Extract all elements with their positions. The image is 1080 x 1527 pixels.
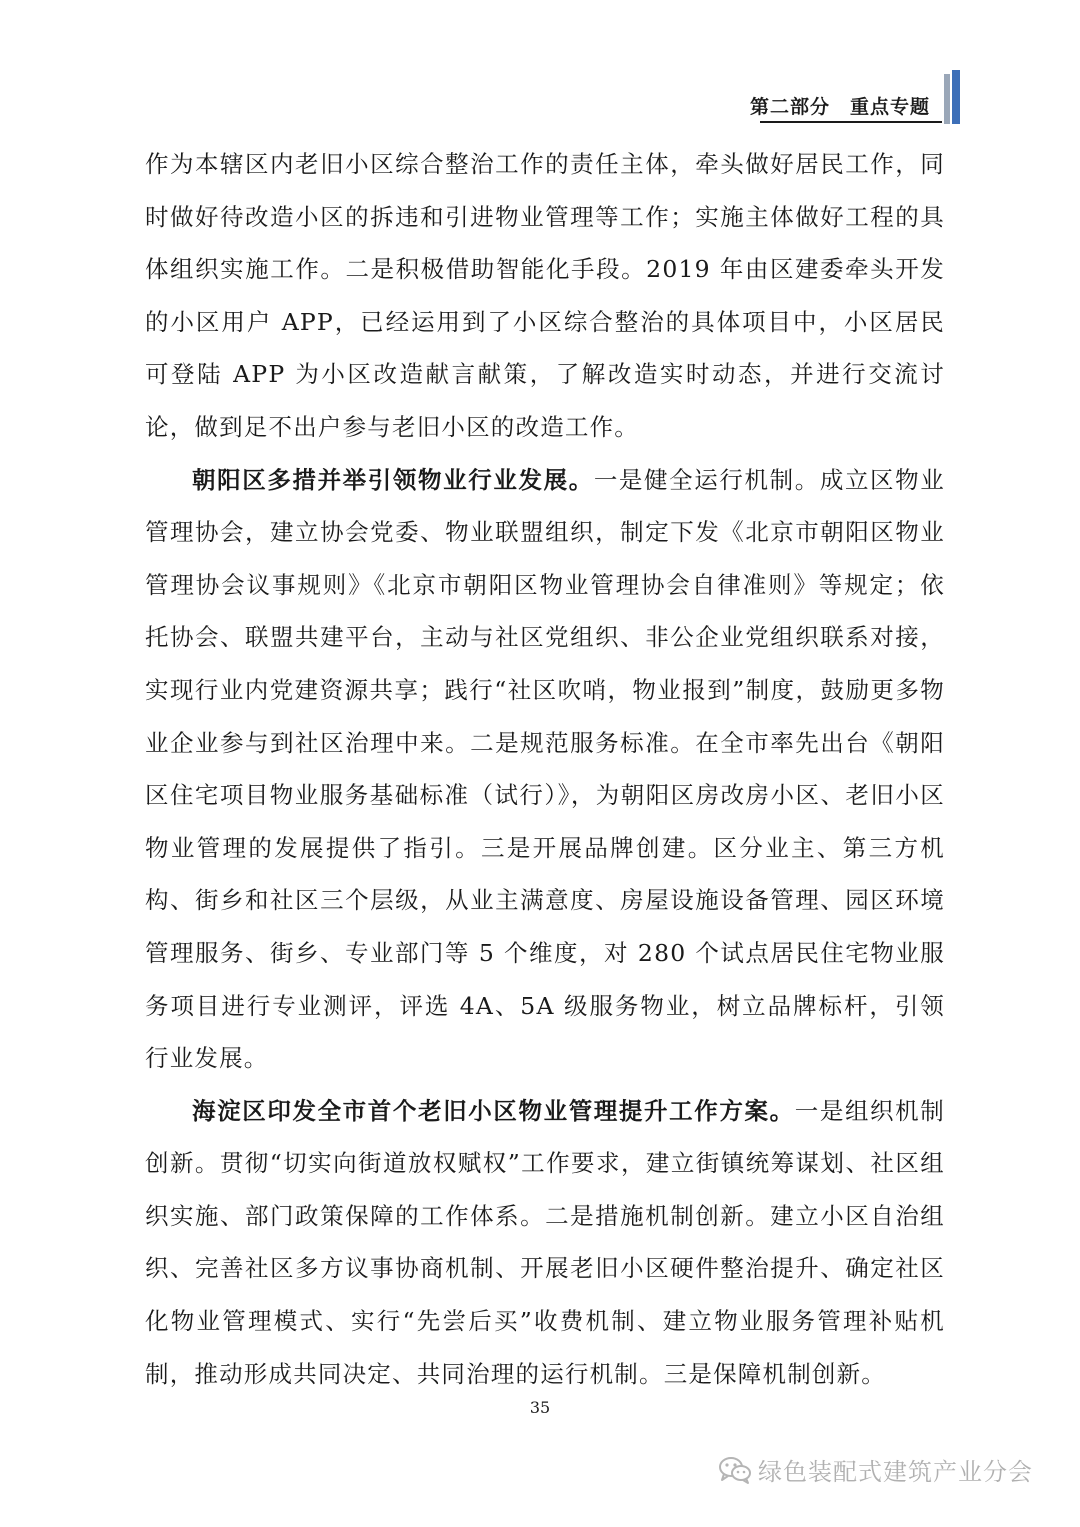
- page-header: [0, 70, 1080, 130]
- header-underline: [760, 121, 942, 123]
- watermark: [718, 1452, 1033, 1487]
- header-accent-bar-gray: [944, 74, 950, 124]
- paragraph-1-text: 作为本辖区内老旧小区综合整治工作的责任主体，牵头做好居民工作，同时做好待改造小区的拆违和引进物业管理等工作；实施主体做好工程的具体组织实施工作。二是积极借助智能化手段。2019 年由区建委牵头开发的小区用户 APP，已经运用到了小区综合整治的具体项目中，小区居民可登陆 APP 为小区改造献言献策，了解改造实时动态，并进行交流讨论，做到足不出户参与老旧小区的改造工作。: [145, 150, 945, 441]
- header-accent-bar-blue: [952, 70, 960, 124]
- paragraph-2-lead: 朝阳区多措并举引领物业行业发展。: [192, 465, 594, 494]
- page-number: 35: [529, 1398, 551, 1417]
- section-title: 第二部分 重点专题: [749, 96, 930, 118]
- paragraph-3-text: 一是组织机制创新。贯彻“切实向街道放权赋权”工作要求，建立街镇统筹谋划、社区组织实施、部门政策保障的工作体系。二是措施机制创新。建立小区自治组织、完善社区多方议事协商机制、开展老旧小区硬件整治提升、确定社区化物业管理模式、实行“先尝后买”收费机制、建立物业服务管理补贴机制，推动形成共同决定、共同治理的运行机制。三是保障机制创新。: [145, 1096, 945, 1388]
- paragraph-1: [145, 138, 945, 454]
- paragraph-3: [145, 1085, 945, 1401]
- paragraph-3-lead: 海淀区印发全市首个老旧小区物业管理提升工作方案。: [192, 1096, 795, 1125]
- paragraph-2-text: 一是健全运行机制。成立区物业管理协会，建立协会党委、物业联盟组织，制定下发《北京市朝阳区物业管理协会议事规则》《北京市朝阳区物业管理协会自律准则》等规定；依托协会、联盟共建平台，主动与社区党组织、非公企业党组织联系对接，实现行业内党建资源共享；践行“社区吹哨，物业报到”制度，鼓励更多物业企业参与到社区治理中来。二是规范服务标准。在全市率先出台《朝阳区住宅项目物业服务基础标准（试行）》，为朝阳区房改房小区、老旧小区物业管理的发展提供了指引。三是开展品牌创建。区分业主、第三方机构、街乡和社区三个层级，从业主满意度、房屋设施设备管理、园区环境管理服务、街乡、专业部门等 5 个维度，对 280 个试点居民住宅物业服务项目进行专业测评，评选 4A、5A 级服务物业，树立品牌标杆，引领行业发展。: [145, 465, 945, 1073]
- paragraph-2: [145, 454, 945, 1085]
- document-body: [145, 138, 945, 1400]
- wechat-icon: [718, 1455, 752, 1485]
- watermark-text: 绿色装配式建筑产业分会: [758, 1458, 1033, 1486]
